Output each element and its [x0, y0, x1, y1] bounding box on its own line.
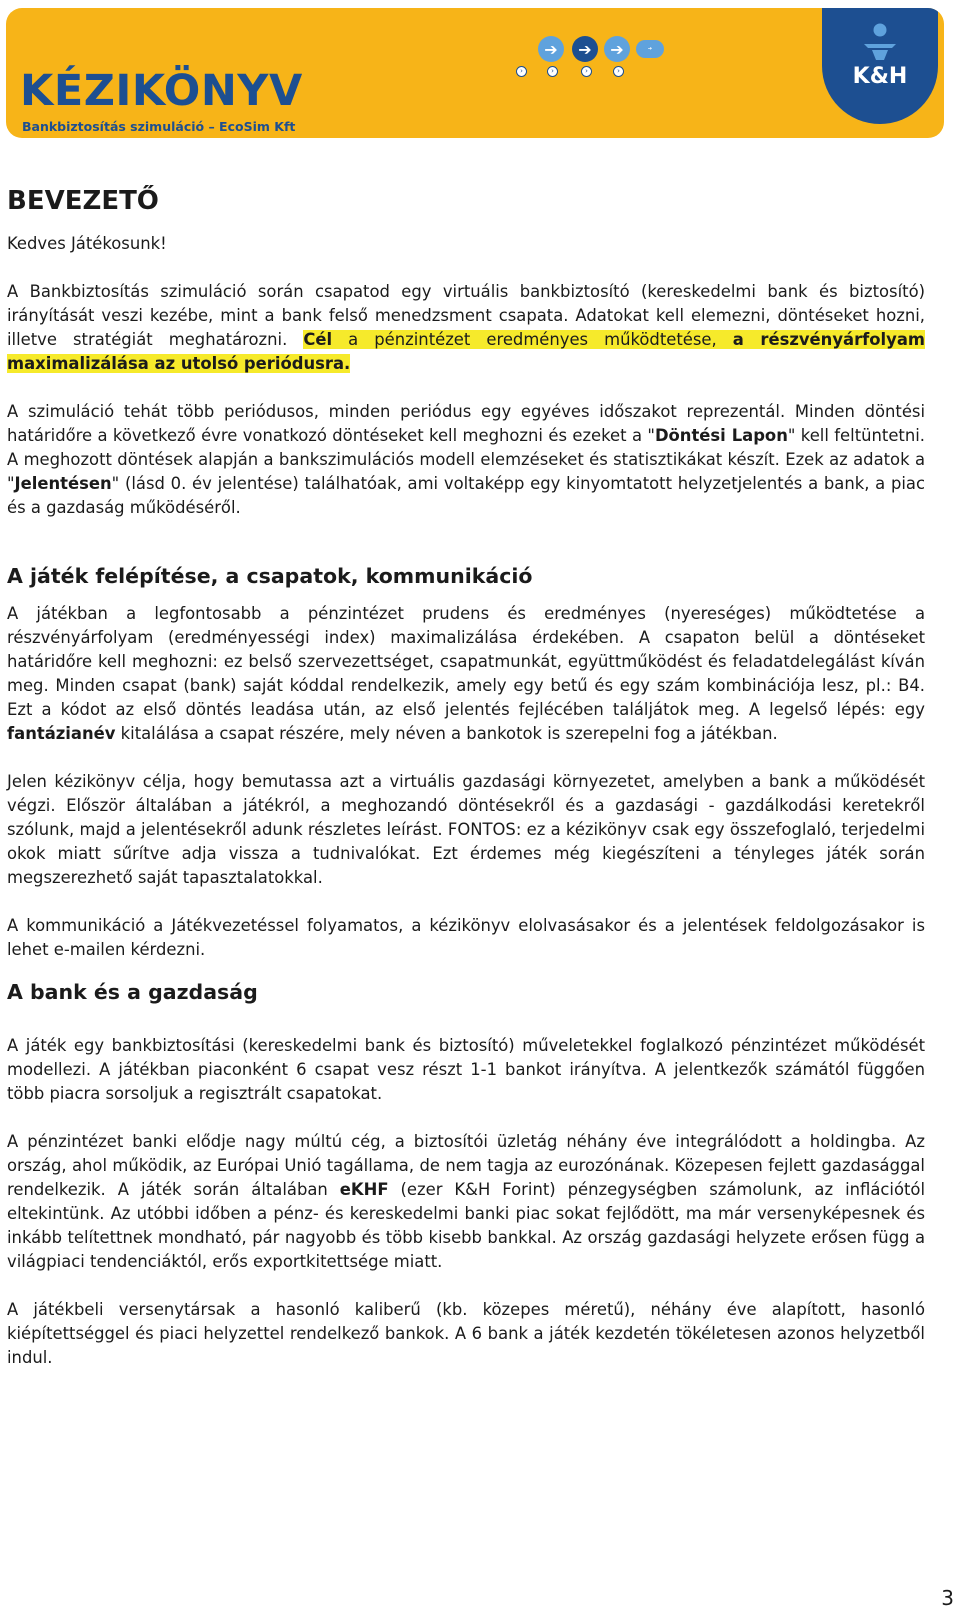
spacer: [7, 890, 925, 914]
fantasy-name-term: fantázianév: [7, 724, 116, 743]
intro-p1-text: A Bankbiztosítás szimuláció során csapatod egy virtuális bankbiztosító (kereskedelmi bank és biztosító) irányítását veszi kezébe, mint a bank felső menedzsment csapata. Adatokat kell elemezni, döntéseket hozni, illetve stratégiát meghatározni.: [7, 282, 925, 349]
intro-paragraph-1: [7, 280, 925, 376]
highlight-goal-detail: a részvényárfolyam maximalizálása az utolsó periódusra.: [7, 330, 925, 373]
arrow-right-icon[interactable]: ➔: [538, 36, 564, 62]
spacer: [7, 520, 925, 562]
spacer: [7, 1274, 925, 1298]
kh-logo-figure-icon: [862, 22, 898, 62]
bank-p2-text: (ezer K&H Forint) pénzegységben számolunk, az inflációtól eltekintünk. Az utóbbi időben a pénz- és kereskedelmi banki piac sokat fejlődött, ma már versenyképesnek és inkább telítettnek mondható, pár nagyobb és több kisebb bankkal. Az ország gazdasági helyzete erősen függ a világpiaci tendenciáktól, erős exportkitettsége miatt.: [7, 1180, 925, 1271]
report-term: Jelentésen: [14, 474, 112, 493]
arrow-right-small-icon: ›: [581, 66, 592, 77]
highlight-text: a pénzintézet eredményes működtetése,: [332, 330, 733, 349]
arrow-pill-icon[interactable]: ➔: [636, 40, 664, 58]
game-paragraph-1: [7, 602, 925, 746]
highlight-goal: Cél: [303, 330, 333, 349]
intro-p2-text: " kell feltüntetni. A meghozott döntések alapján a bankszimulációs modell elemzéseket és statisztikákat készít. Ezek az adatok a ": [7, 426, 925, 493]
section-game-heading: A játék felépítése, a csapatok, kommunikáció: [7, 564, 533, 588]
game-p1-text: kitalálása a csapat részére, mely néven a bankotok is szerepelni fog a játékban.: [115, 724, 778, 743]
bank-p2-text: A pénzintézet banki elődje nagy múltú cég, a biztosítói üzletág néhány éve integrálódott a holdingba. Az ország, ahol működik, az Európai Unió tagállama, de nem tagja az eurozónának. Közepesen fejlett gazdasággal rendelkezik. A játék során általában: [7, 1132, 925, 1199]
game-paragraph-3: A kommunikáció a Játékvezetéssel folyamatos, a kézikönyv elolvasásakor és a jelentések feldolgozásakor is lehet e-mailen kérdezni.: [7, 916, 925, 959]
spacer: [7, 376, 925, 400]
arrow-right-small-icon: ›: [547, 66, 558, 77]
spacer: [7, 746, 925, 770]
header-banner: [6, 8, 944, 138]
manual-title: KÉZIKÖNYV: [20, 66, 303, 116]
arrow-right-small-icon: ›: [613, 66, 624, 77]
intro-p2-text: A szimuláció tehát több periódusos, minden periódus egy egyéves időszakot reprezentál. Minden döntési határidőre a következő évre vonatkozó döntéseket kell meghozni és ezeket a ": [7, 402, 925, 445]
spacer: [7, 590, 925, 602]
spacer: [7, 1006, 925, 1034]
greeting: Kedves Játékosunk!: [7, 234, 167, 253]
game-p1-text: A játékban a legfontosabb a pénzintézet prudens és eredményes (nyereséges) működtetése a részvényárfolyam (eredményességi index) maximalizálása érdekében. A csapaton belül a döntéseket határidőre kell meghozni: ez belső szervezettséget, csapatmunkát, együttműködést és feladatdelegálást kíván meg. Minden csapat (bank) saját kóddal rendelkezik, amely egy betű és egy szám kombinációja lesz, pl.: B4. Ezt a kódot az első döntés leadása után, az első jelentés fejlécében találjátok meg. A legelső lépés: egy: [7, 604, 925, 719]
bank-paragraph-3: A játékbeli versenytársak a hasonló kaliberű (kb. közepes méretű), néhány éve alapított, hasonló kiépítettséggel és piaci helyzettel rendelkező bankok. A 6 bank a játék kezdetén tökéletesen azonos helyzetből indul.: [7, 1300, 925, 1367]
spacer: [7, 1106, 925, 1130]
currency-term: eKHF: [339, 1180, 389, 1199]
arrow-right-icon[interactable]: ➔: [604, 36, 630, 62]
intro-paragraph-2: [7, 400, 925, 520]
document-body: [7, 186, 925, 1370]
spacer: [7, 962, 925, 978]
arrow-right-icon[interactable]: ➔: [572, 36, 598, 62]
page-number: 3: [941, 1586, 954, 1610]
nav-arrows: [506, 30, 686, 80]
kh-logo: [822, 8, 938, 124]
spacer: [7, 256, 925, 280]
bank-paragraph-1: A játék egy bankbiztosítási (kereskedelmi bank és biztosító) műveletekkel foglalkozó pénzintézet működését modellezi. A játékban piaconként 6 csapat vesz részt 1-1 bankot irányítva. A jelentkezők számától függően több piacra sorsoljuk a regisztrált csapatokat.: [7, 1036, 925, 1103]
game-paragraph-2: Jelen kézikönyv célja, hogy bemutassa azt a virtuális gazdasági környezetet, amelyben a bank a működését végzi. Először általában a játékról, a meghozandó döntésekről és a gazdasági - gazdálkodási keretekről szólunk, majd a jelentésekről adunk részletes leírást. FONTOS: ez a kézikönyv csak egy összefoglaló, terjedelmi okok miatt sűrítve adja vissza a tudnivalókat. Ezt érdemes még kiegészíteni a tényleges játék során megszerezhető saját tapasztalatokkal.: [7, 772, 925, 887]
arrow-right-small-icon: ›: [516, 66, 527, 77]
decision-sheet-term: Döntési Lapon: [654, 426, 788, 445]
section-bank-heading: A bank és a gazdaság: [7, 980, 258, 1004]
intro-p2-text: " (lásd 0. év jelentése) találhatóak, ami voltaképp egy kinyomtatott helyzetjelentés a bank, a piac és a gazdaság működéséről.: [7, 474, 925, 517]
kh-logo-text: K&H: [852, 64, 908, 89]
intro-heading: BEVEZETŐ: [7, 186, 159, 216]
bank-paragraph-2: [7, 1130, 925, 1274]
manual-subtitle: Bankbiztosítás szimuláció – EcoSim Kft: [22, 119, 296, 134]
